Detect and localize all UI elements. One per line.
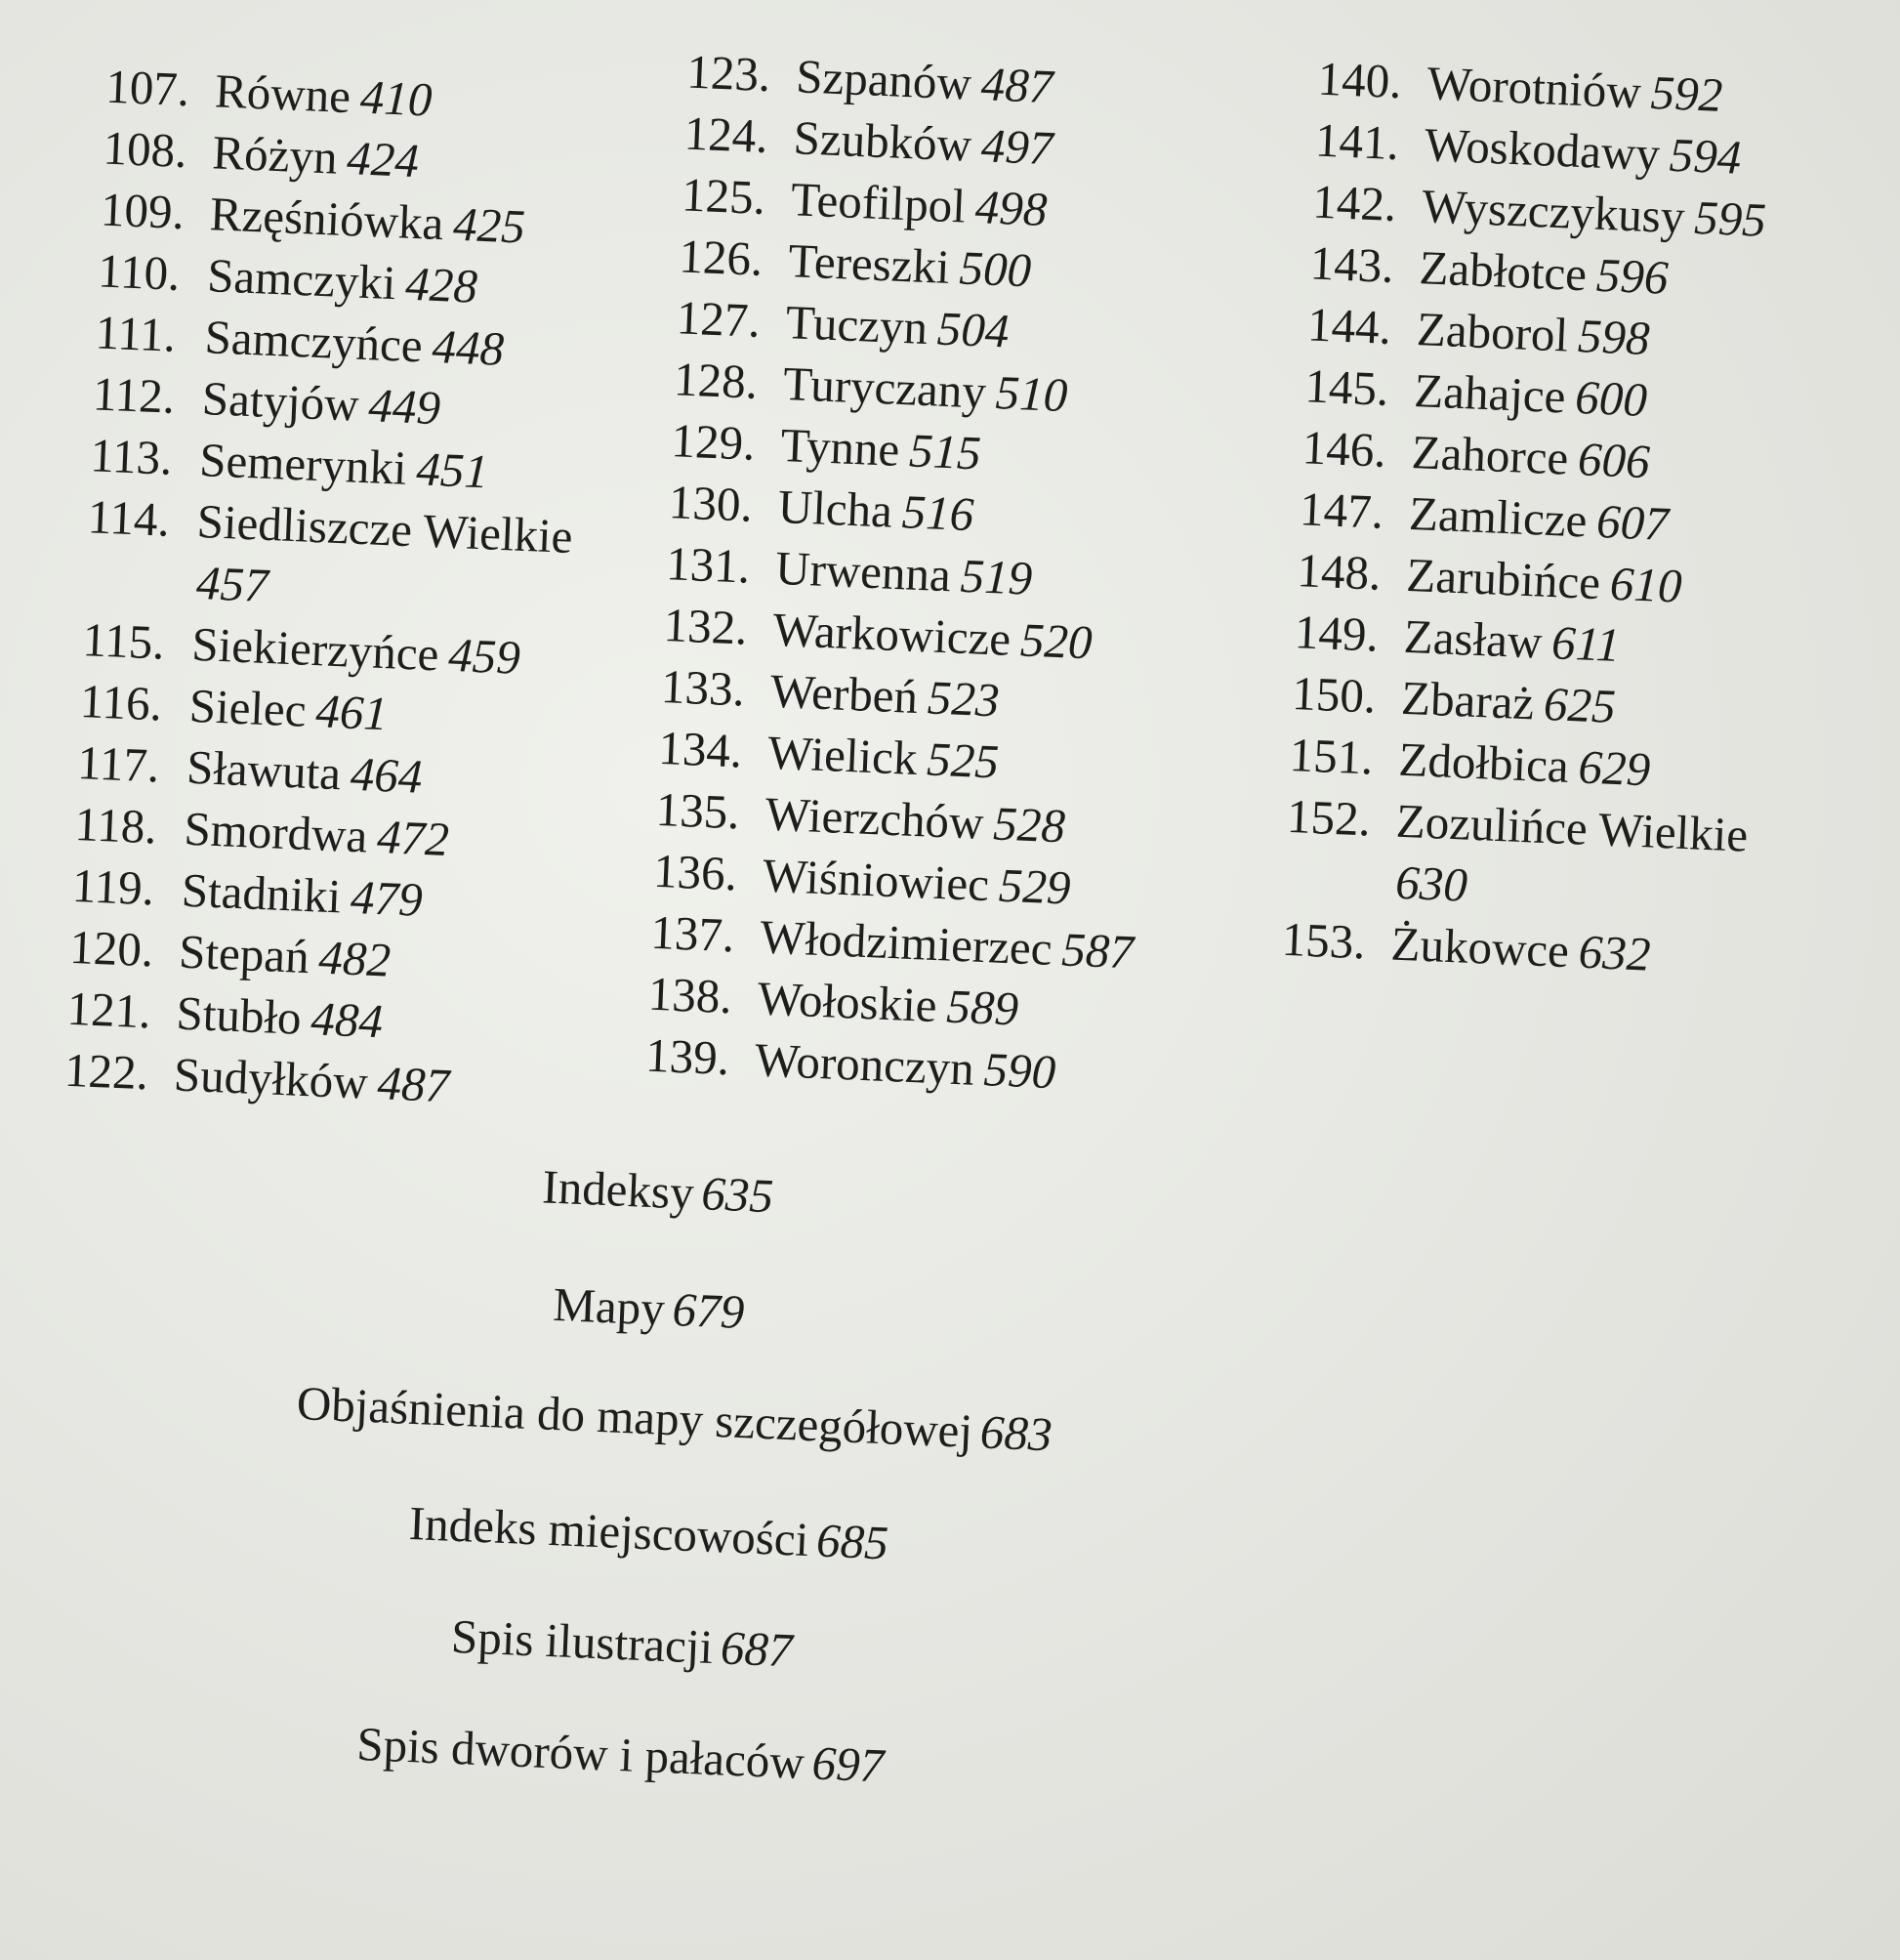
entry-number: 137. xyxy=(649,904,736,963)
entry-page: 600 xyxy=(1574,369,1649,427)
entry-number: 121. xyxy=(65,980,152,1039)
entry-page: 525 xyxy=(926,731,1001,789)
entry-page: 464 xyxy=(349,746,424,804)
entry-page: 428 xyxy=(404,256,479,313)
item-name: Indeks miejscowości xyxy=(407,1495,810,1567)
entry-name: Zamlicze xyxy=(1408,485,1589,548)
entry-name: Tereszki xyxy=(787,233,951,294)
entry-name: Wiśniowiec xyxy=(762,848,991,912)
entry-name: Stadniki xyxy=(180,862,343,924)
back-matter-item xyxy=(355,1716,885,1794)
entry-page: 500 xyxy=(958,240,1033,298)
entry-page: 596 xyxy=(1594,247,1670,305)
entry-number: 146. xyxy=(1301,420,1387,478)
entry-name: Satyjów xyxy=(200,371,360,432)
entry-number: 132. xyxy=(662,598,749,655)
entry-page: 595 xyxy=(1693,189,1768,247)
entry-name: Turyczany xyxy=(782,355,988,419)
item-page: 685 xyxy=(815,1513,889,1570)
entry-number: 147. xyxy=(1299,481,1385,539)
entry-number: 113. xyxy=(89,428,174,485)
item-name: Objaśnienia do mapy szczegółowej xyxy=(295,1376,974,1458)
item-page: 635 xyxy=(700,1166,775,1224)
entry-name: Semerynki xyxy=(198,432,408,495)
entry-page: 587 xyxy=(1060,922,1136,980)
entry-number: 126. xyxy=(678,229,764,286)
back-matter-item xyxy=(408,1495,889,1571)
entry-page: 448 xyxy=(431,318,506,376)
entry-name: Samczyki xyxy=(206,248,397,311)
entry-page: 461 xyxy=(314,684,390,741)
entry-number: 125. xyxy=(681,167,767,225)
entry-page: 523 xyxy=(926,670,1001,728)
entry-number: 127. xyxy=(675,290,762,348)
back-matter-item xyxy=(541,1158,774,1224)
entry-page: 424 xyxy=(346,131,421,188)
entry-page: 520 xyxy=(1018,612,1094,670)
entry-name: Wyszczykusy xyxy=(1421,179,1686,244)
entry-name: Sielec xyxy=(187,678,308,737)
entry-number: 142. xyxy=(1311,174,1398,232)
item-name: Spis dworów i pałaców xyxy=(355,1716,805,1790)
entry-number: 107. xyxy=(104,59,191,117)
entry-number: 119. xyxy=(70,857,156,916)
entry-number: 152. xyxy=(1286,788,1372,847)
entry-page: 607 xyxy=(1595,493,1670,552)
entry-name: Zozulińce Wielkie xyxy=(1394,793,1750,862)
entry-number: 109. xyxy=(99,182,186,240)
entry-name: Zasław xyxy=(1402,608,1544,669)
entry-name: Woskodawy xyxy=(1423,117,1662,182)
entry-name: Stepań xyxy=(178,924,310,984)
entry-name: Zabłotce xyxy=(1418,240,1589,302)
entry-page: 487 xyxy=(979,57,1054,114)
entry-number: 129. xyxy=(670,413,757,471)
item-page: 679 xyxy=(671,1282,746,1340)
entry-name: Szpanów xyxy=(795,49,973,110)
entry-page: 472 xyxy=(376,809,450,866)
entry-number: 111. xyxy=(94,305,178,362)
entry-number: 120. xyxy=(68,919,155,978)
entry-name: Tuczyn xyxy=(784,295,929,355)
entry-name: Teofilpol xyxy=(790,172,968,233)
entry-page: 592 xyxy=(1649,64,1724,122)
entry-name: Wołoskie xyxy=(756,971,938,1033)
entry-page: 459 xyxy=(447,627,521,685)
entry-name: Zdołbica xyxy=(1397,731,1570,793)
entry-number: 134. xyxy=(657,720,744,778)
entry-name: Zarubińce xyxy=(1405,547,1602,610)
entry-page: 516 xyxy=(900,484,975,542)
entry-name: Zbaraż xyxy=(1400,670,1536,730)
entry-name: Woronczyn xyxy=(754,1032,975,1096)
entry-page: 410 xyxy=(358,69,434,127)
entry-name: Samczyńce xyxy=(203,310,424,373)
entry-number: 128. xyxy=(673,352,760,409)
entry-number: 153. xyxy=(1280,911,1367,970)
entry-number: 115. xyxy=(81,612,166,670)
item-page: 697 xyxy=(810,1735,886,1793)
entry-name: Worotniów xyxy=(1425,56,1642,119)
entry-name: Tynne xyxy=(779,417,901,477)
item-name: Spis ilustracji xyxy=(450,1608,715,1675)
entry-number: 143. xyxy=(1308,235,1395,293)
entry-page: 484 xyxy=(310,991,385,1049)
entry-name: Różyn xyxy=(211,125,339,185)
entry-number: 112. xyxy=(92,366,177,424)
entry-name: Smordwa xyxy=(183,801,369,863)
entry-name: Równe xyxy=(214,63,352,124)
entry-page: 611 xyxy=(1550,615,1622,673)
entry-name: Zaborol xyxy=(1416,302,1570,362)
entry-number: 117. xyxy=(76,735,161,793)
entry-number: 135. xyxy=(654,781,741,840)
entry-number: 145. xyxy=(1303,358,1390,416)
entry-page: 449 xyxy=(367,378,442,436)
entry-number: 114. xyxy=(86,489,171,547)
entry-number: 130. xyxy=(667,475,754,532)
entry-number: 151. xyxy=(1288,728,1375,785)
entry-name: Zahajce xyxy=(1413,363,1567,424)
entry-number: 124. xyxy=(682,105,769,164)
entry-number: 108. xyxy=(102,120,188,179)
entry-page: 629 xyxy=(1577,739,1652,797)
entry-page: 515 xyxy=(908,423,982,480)
entry-page: 425 xyxy=(452,196,526,254)
entry-page: 510 xyxy=(994,365,1069,423)
entry-name: Siekierzyńce xyxy=(190,616,440,682)
entry-number: 144. xyxy=(1306,297,1393,354)
entry-page: 451 xyxy=(415,441,490,499)
entry-name: Rzęśniówka xyxy=(208,187,445,251)
entry-name: Szubków xyxy=(792,110,973,172)
entry-number: 131. xyxy=(665,536,752,594)
entry-page: 606 xyxy=(1577,432,1651,489)
entry-page: 589 xyxy=(945,979,1020,1036)
entry-name: Zahorce xyxy=(1410,424,1570,485)
item-name: Indeksy xyxy=(541,1159,695,1220)
entry-number: 141. xyxy=(1314,112,1401,171)
entry-page: 598 xyxy=(1577,309,1651,366)
item-name: Mapy xyxy=(552,1276,666,1336)
entry-number: 139. xyxy=(644,1027,731,1086)
entry-name: Wielick xyxy=(766,725,919,785)
entry-number: 148. xyxy=(1296,543,1383,601)
back-matter-item xyxy=(450,1608,794,1679)
entry-page: 497 xyxy=(979,118,1054,176)
entry-number: 140. xyxy=(1316,51,1403,109)
entry-name: Włodzimierzec xyxy=(759,909,1053,976)
entry-name: Werbeń xyxy=(768,663,920,724)
entry-name: Warkowicze xyxy=(771,602,1012,666)
entry-page: 528 xyxy=(992,796,1067,854)
entry-name: Sudyłków xyxy=(172,1047,369,1109)
entry-page: 590 xyxy=(982,1042,1057,1100)
entry-number: 136. xyxy=(652,843,739,901)
back-matter-item xyxy=(296,1375,1053,1462)
back-matter-item xyxy=(552,1276,745,1340)
entry-name: Ulcha xyxy=(776,479,894,538)
entry-name: Wierzchów xyxy=(764,786,985,850)
entry-number: 149. xyxy=(1293,605,1380,662)
entry-number: 118. xyxy=(73,796,158,855)
entry-page: 482 xyxy=(317,930,392,987)
entry-number: 110. xyxy=(97,243,182,301)
entry-number: 123. xyxy=(685,44,772,103)
entry-page: 630 xyxy=(1394,855,1469,912)
entry-number: 122. xyxy=(63,1042,150,1101)
entry-page: 487 xyxy=(376,1056,451,1113)
item-page: 683 xyxy=(978,1404,1053,1462)
item-page: 687 xyxy=(719,1620,794,1678)
entry-page: 504 xyxy=(935,301,1011,358)
entry-page: 594 xyxy=(1668,127,1743,185)
entry-page: 498 xyxy=(973,180,1049,237)
entry-page: 529 xyxy=(997,857,1072,915)
entry-name: Sławuta xyxy=(186,739,343,801)
entry-page: 519 xyxy=(959,548,1034,605)
entry-number: 116. xyxy=(78,674,164,731)
entry-page: 625 xyxy=(1543,676,1617,733)
entry-name: Żukowce xyxy=(1389,916,1571,979)
entry-page: 479 xyxy=(350,869,424,927)
entry-number: 150. xyxy=(1291,666,1378,724)
entry-page: 610 xyxy=(1608,556,1683,613)
entry-number: 138. xyxy=(646,966,733,1024)
entry-number: 133. xyxy=(660,658,747,717)
entry-name: Stubło xyxy=(175,985,303,1045)
entry-page: 457 xyxy=(195,555,269,613)
entry-page: 632 xyxy=(1577,924,1652,981)
entry-name: Siedliszcze Wielkie xyxy=(195,493,574,564)
entry-name: Urwenna xyxy=(774,540,952,603)
